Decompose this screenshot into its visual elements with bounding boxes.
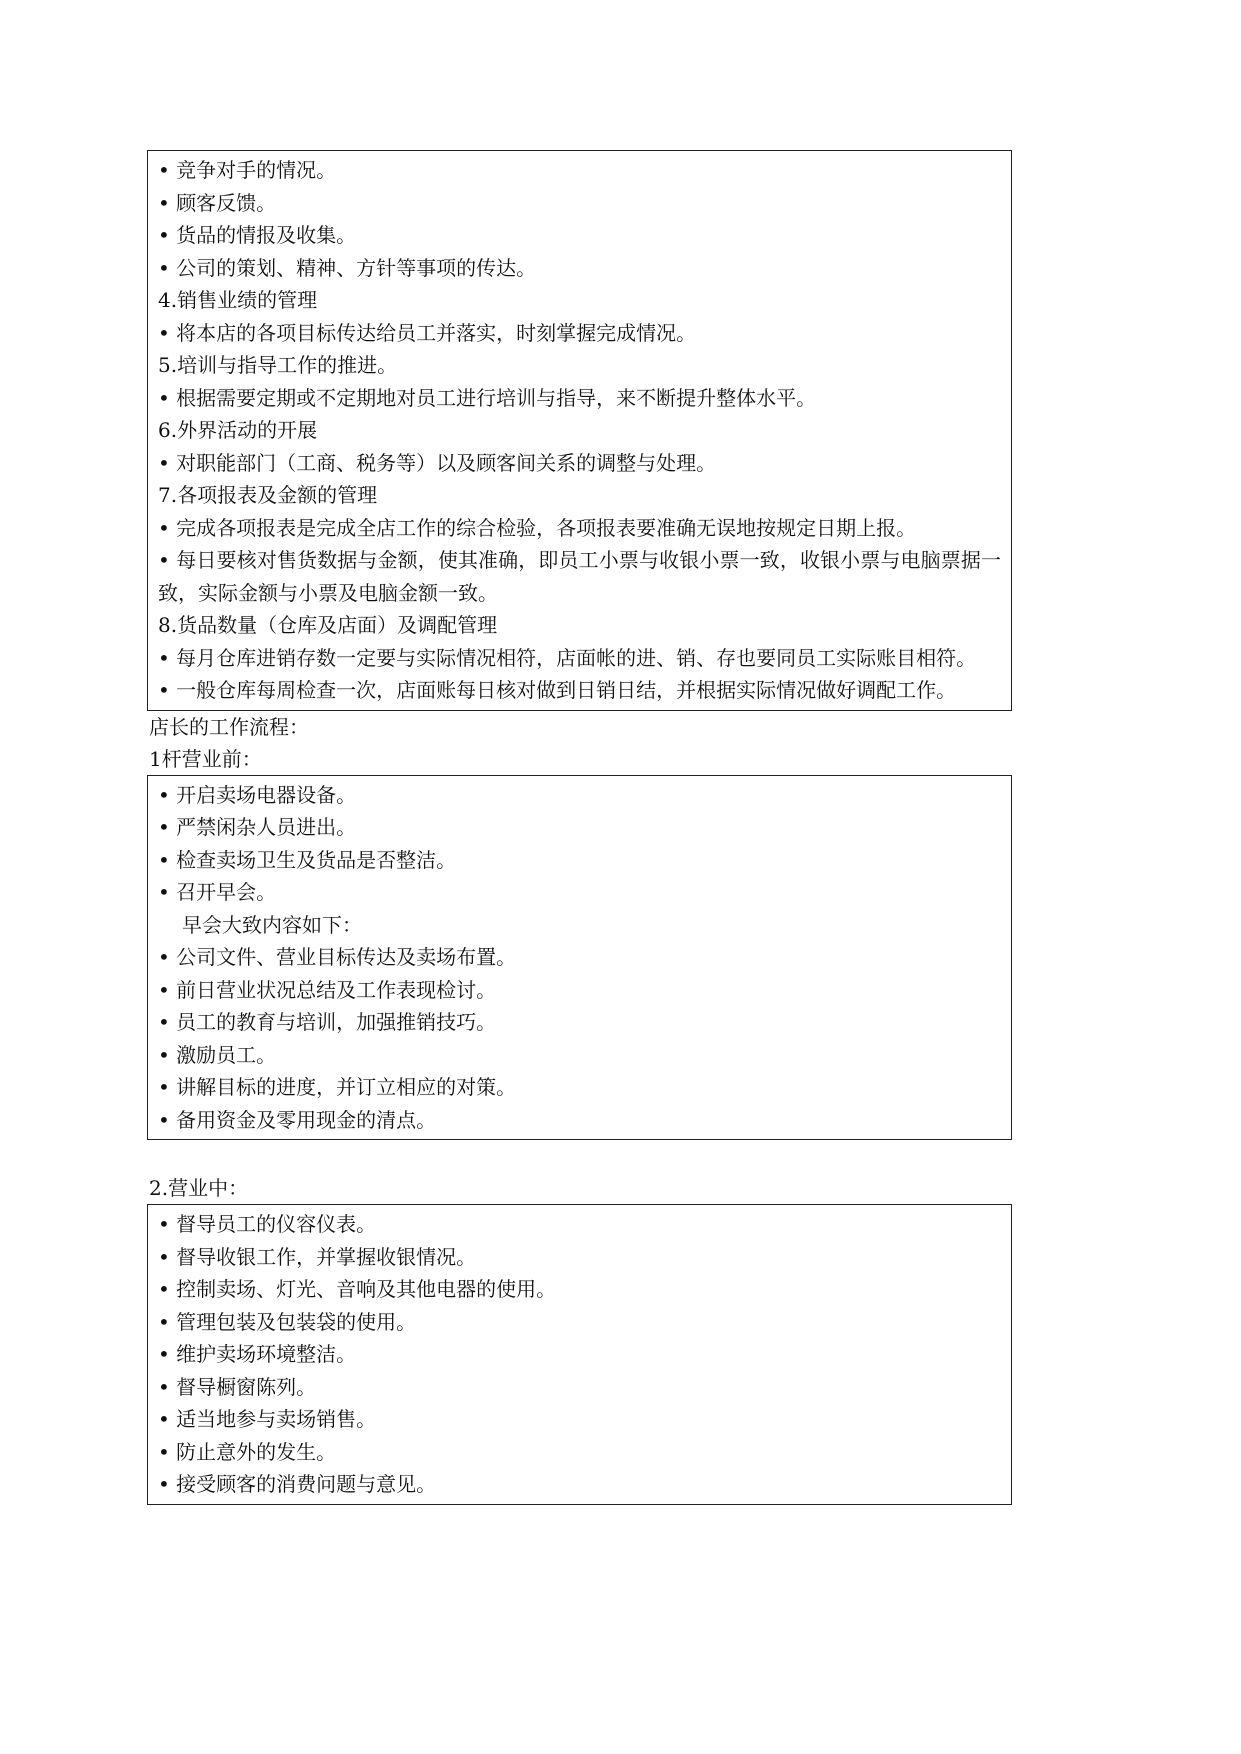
- list-item: • 适当地参与卖场销售。: [158, 1403, 1001, 1436]
- list-item: • 员工的教育与培训，加强推销技巧。: [158, 1006, 1001, 1039]
- list-note: 早会大致内容如下：: [182, 912, 362, 937]
- list-item: • 开启卖场电器设备。: [158, 779, 1001, 812]
- list-item: • 严禁闲杂人员进出。: [158, 811, 1001, 844]
- section-title: 店长的工作流程：: [149, 714, 309, 739]
- list-item: • 督导收银工作，并掌握收银情况。: [158, 1241, 1001, 1274]
- during-business-box: [147, 1204, 1012, 1505]
- list-item: • 货品的情报及收集。: [158, 219, 1001, 252]
- list-item: • 完成各项报表是完成全店工作的综合检验，各项报表要准确无误地按规定日期上报。: [158, 512, 1001, 545]
- section-heading: 8.货品数量（仓库及店面）及调配管理: [158, 613, 498, 637]
- list-item: • 接受顾客的消费问题与意见。: [158, 1468, 1001, 1501]
- list-item: • 管理包装及包装袋的使用。: [158, 1306, 1001, 1339]
- section-heading: 7.各项报表及金额的管理: [158, 483, 378, 507]
- spacer: [147, 1140, 1012, 1172]
- list-item: • 检查卖场卫生及货品是否整洁。: [158, 844, 1001, 877]
- document-page: [147, 150, 1012, 1505]
- list-item: • 督导橱窗陈列。: [158, 1371, 1001, 1404]
- list-item: • 公司的策划、精神、方针等事项的传达。: [158, 252, 1001, 285]
- part1-title: 1杆营业前：: [149, 746, 262, 771]
- list-item: • 竞争对手的情况。: [158, 154, 1001, 187]
- list-item: • 对职能部门（工商、税务等）以及顾客间关系的调整与处理。: [158, 447, 1001, 480]
- list-item: • 将本店的各项目标传达给员工并落实，时刻掌握完成情况。: [158, 317, 1001, 350]
- list-item: • 每月仓库进销存数一定要与实际情况相符，店面帐的进、销、存也要同员工实际账目相符。: [158, 642, 1001, 675]
- list-item: • 前日营业状况总结及工作表现检讨。: [158, 974, 1001, 1007]
- list-item: • 备用资金及零用现金的清点。: [158, 1104, 1001, 1137]
- list-item: • 维护卖场环境整洁。: [158, 1338, 1001, 1371]
- list-item: • 督导员工的仪容仪表。: [158, 1208, 1001, 1241]
- section-heading: 4.销售业绩的管理: [158, 288, 318, 312]
- list-item: • 讲解目标的进度，并订立相应的对策。: [158, 1071, 1001, 1104]
- section-heading: 5.培训与指导工作的推进。: [158, 353, 398, 377]
- list-item: • 每日要核对售货数据与金额，使其准确，即员工小票与收银小票一致，收银小票与电脑票据一致，实际金额与小票及电脑金额一致。: [158, 544, 1001, 609]
- duties-box: [147, 150, 1012, 711]
- list-item: • 控制卖场、灯光、音响及其他电器的使用。: [158, 1273, 1001, 1306]
- section-heading: 6.外界活动的开展: [158, 418, 318, 442]
- list-item: • 防止意外的发生。: [158, 1436, 1001, 1469]
- part2-title: 2.营业中：: [149, 1176, 249, 1200]
- list-item: • 一般仓库每周检查一次，店面账每日核对做到日销日结，并根据实际情况做好调配工作。: [158, 674, 1001, 707]
- list-item: • 公司文件、营业目标传达及卖场布置。: [158, 941, 1001, 974]
- list-item: • 激励员工。: [158, 1039, 1001, 1072]
- before-opening-box: [147, 775, 1012, 1141]
- list-item: • 根据需要定期或不定期地对员工进行培训与指导，来不断提升整体水平。: [158, 382, 1001, 415]
- list-item: • 召开早会。: [158, 876, 1001, 909]
- list-item: • 顾客反馈。: [158, 187, 1001, 220]
